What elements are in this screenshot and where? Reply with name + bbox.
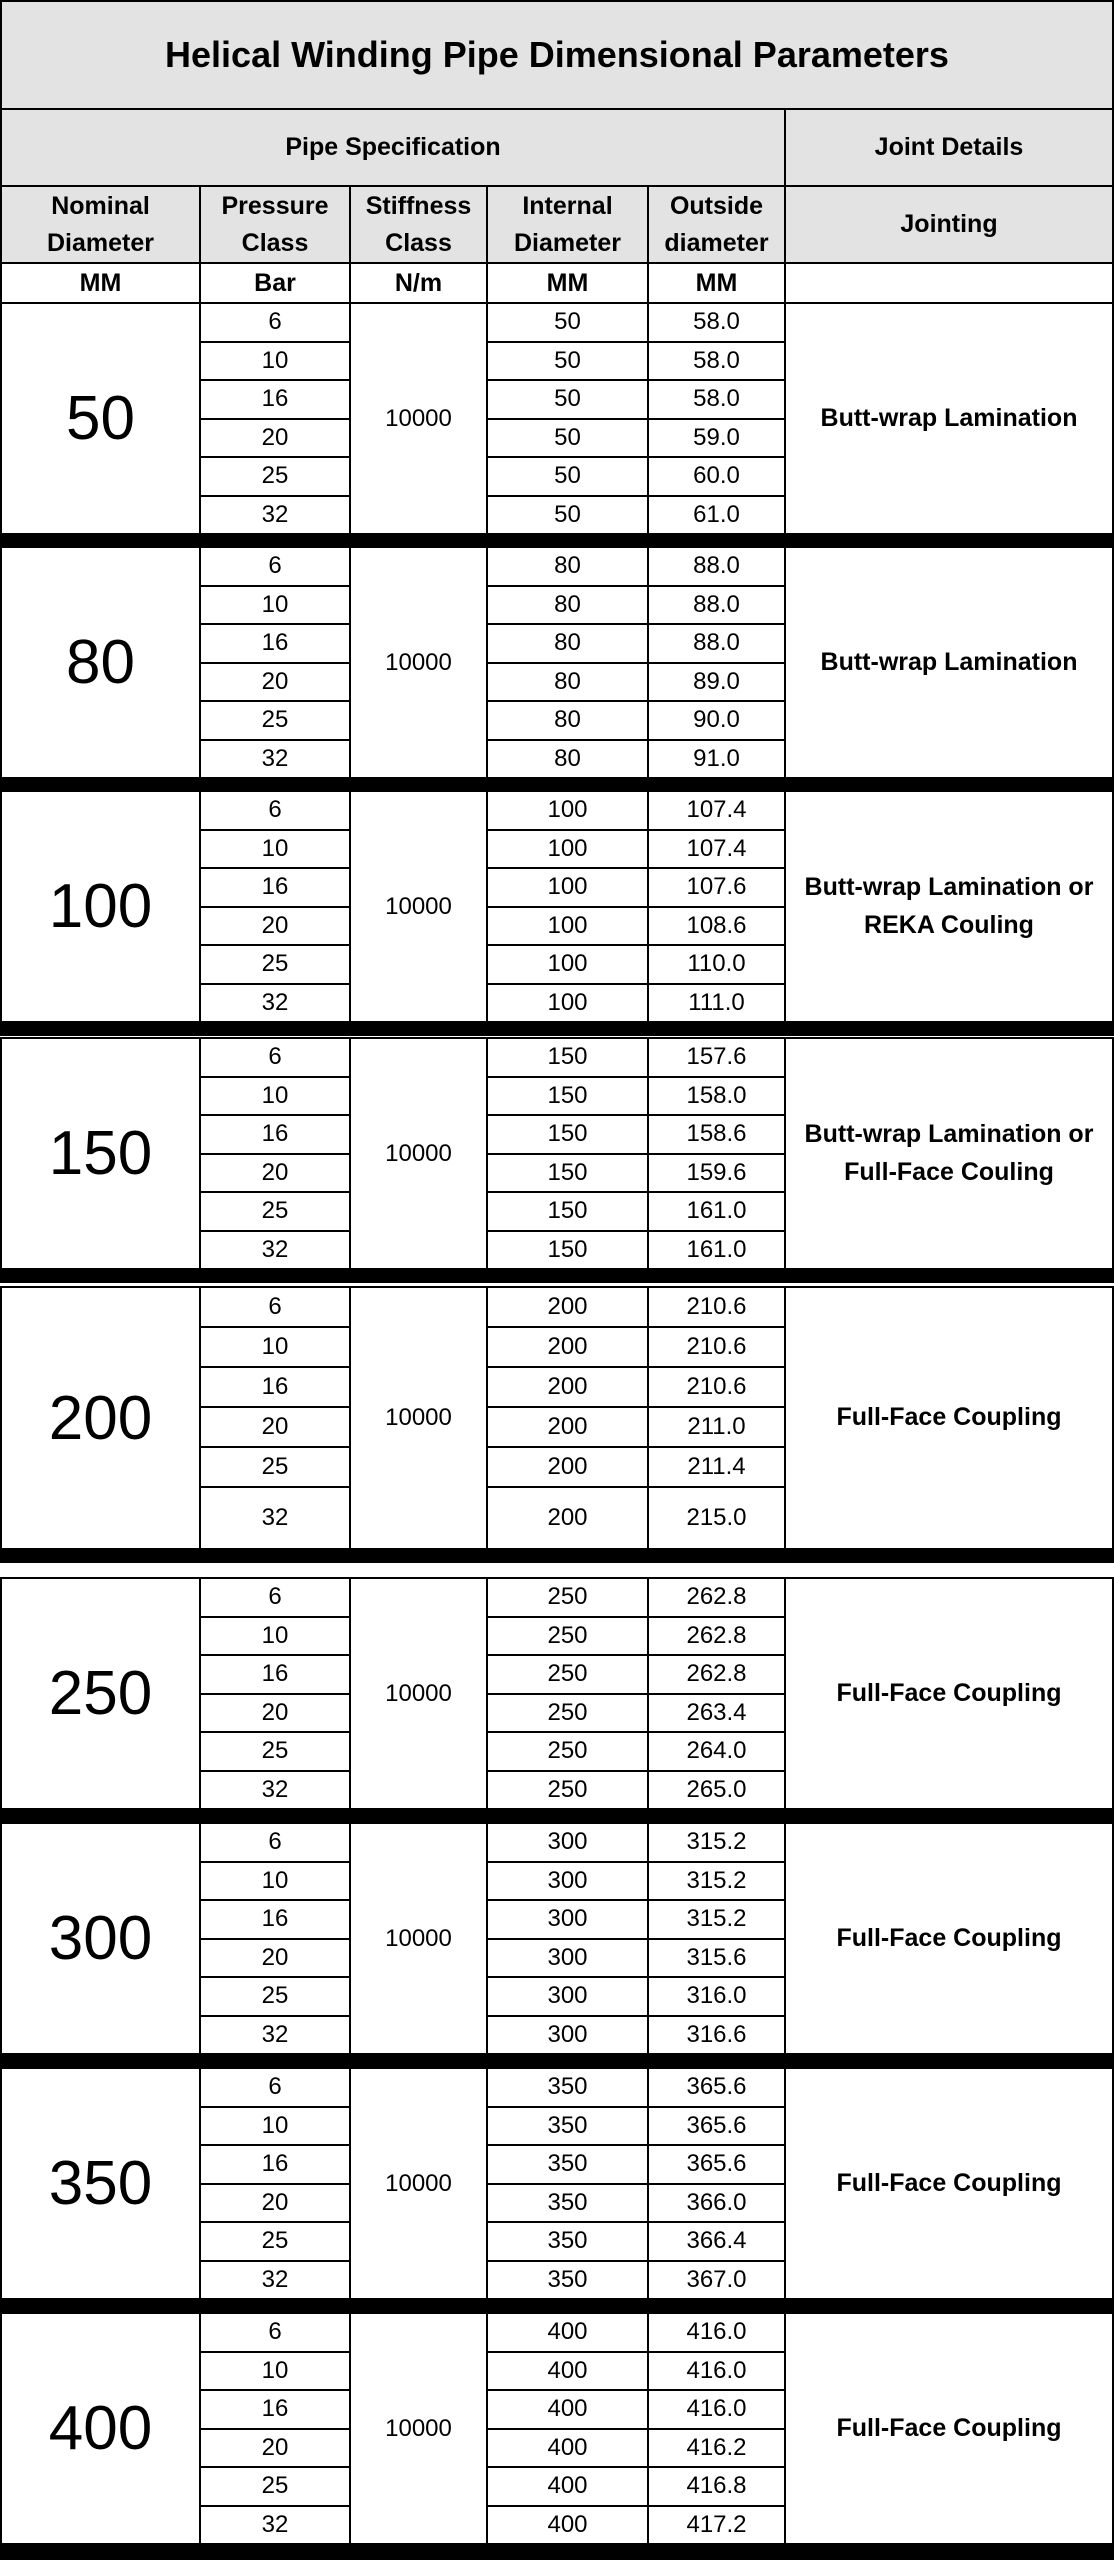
nominal-diameter-cell: 300: [0, 1822, 201, 2055]
internal-diameter-cell: 350: [486, 2106, 649, 2147]
outside-diameter-cell: 366.0: [647, 2183, 786, 2224]
internal-diameter-cell: 300: [486, 1861, 649, 1902]
column-header-stiffness-class: [349, 185, 488, 264]
internal-diameter-cell: 200: [486, 1406, 649, 1448]
nominal-diameter-cell: 50: [0, 302, 201, 535]
pressure-class-cell: 25: [199, 2466, 351, 2507]
outside-diameter-cell: 315.2: [647, 1899, 786, 1940]
internal-diameter-cell: 350: [486, 2067, 649, 2108]
internal-diameter-cell: 300: [486, 2015, 649, 2056]
internal-diameter-cell: 250: [486, 1616, 649, 1657]
outside-diameter-cell: 263.4: [647, 1693, 786, 1734]
column-header-internal-diameter: [486, 185, 649, 264]
pressure-class-cell: 25: [199, 1731, 351, 1772]
outside-diameter-cell: 215.0: [647, 1486, 786, 1550]
pressure-class-cell: 16: [199, 623, 351, 664]
nominal-diameter-cell: 80: [0, 546, 201, 779]
outside-diameter-cell: 161.0: [647, 1230, 786, 1271]
outside-diameter-cell: 416.0: [647, 2351, 786, 2392]
outside-diameter-cell: 107.4: [647, 790, 786, 831]
pressure-class-cell: 20: [199, 418, 351, 459]
internal-diameter-cell: 300: [486, 1938, 649, 1979]
pressure-class-cell: 25: [199, 456, 351, 497]
nominal-diameter-cell: 250: [0, 1577, 201, 1810]
outside-diameter-cell: 161.0: [647, 1191, 786, 1232]
internal-diameter-cell: 50: [486, 495, 649, 536]
pressure-class-cell: 16: [199, 867, 351, 908]
pressure-class-cell: 25: [199, 700, 351, 741]
pressure-class-cell: 16: [199, 2144, 351, 2185]
internal-diameter-cell: 250: [486, 1654, 649, 1695]
outside-diameter-cell: 158.6: [647, 1114, 786, 1155]
pressure-class-cell: 25: [199, 944, 351, 985]
outside-diameter-cell: 416.0: [647, 2312, 786, 2353]
internal-diameter-cell: 100: [486, 867, 649, 908]
group-separator: [0, 1548, 1114, 1563]
internal-diameter-cell: 250: [486, 1731, 649, 1772]
unit-internal-diameter: MM: [486, 262, 649, 304]
pressure-class-cell: 32: [199, 495, 351, 536]
column-header-pressure-class: [199, 185, 351, 264]
stiffness-class-cell: 10000: [349, 302, 488, 535]
group-separator: [0, 2543, 1114, 2560]
pressure-class-cell: 6: [199, 1286, 351, 1328]
outside-diameter-cell: 210.6: [647, 1366, 786, 1408]
internal-diameter-cell: 400: [486, 2389, 649, 2430]
pressure-class-cell: 32: [199, 2505, 351, 2546]
pressure-class-cell: 10: [199, 1861, 351, 1902]
pressure-class-cell: 10: [199, 2351, 351, 2392]
internal-diameter-cell: 350: [486, 2183, 649, 2224]
outside-diameter-cell: 265.0: [647, 1770, 786, 1811]
internal-diameter-cell: 100: [486, 944, 649, 985]
internal-diameter-cell: 400: [486, 2466, 649, 2507]
outside-diameter-cell: 158.0: [647, 1076, 786, 1117]
jointing-cell: [784, 790, 1114, 1023]
pressure-class-cell: 10: [199, 341, 351, 382]
stiffness-class-cell: 10000: [349, 546, 488, 779]
outside-diameter-cell: 211.4: [647, 1446, 786, 1488]
unit-stiffness-class: N/m: [349, 262, 488, 304]
pressure-class-cell: 6: [199, 302, 351, 343]
outside-diameter-cell: 111.0: [647, 983, 786, 1024]
internal-diameter-cell: 250: [486, 1693, 649, 1734]
outside-diameter-cell: 416.8: [647, 2466, 786, 2507]
pressure-class-cell: 6: [199, 546, 351, 587]
unit-jointing: [784, 262, 1114, 304]
internal-diameter-cell: 50: [486, 379, 649, 420]
internal-diameter-cell: 200: [486, 1286, 649, 1328]
column-header-line: Diameter: [514, 228, 621, 257]
internal-diameter-cell: 200: [486, 1486, 649, 1550]
group-separator: [0, 2053, 1114, 2068]
group-separator: [0, 2298, 1114, 2313]
jointing-line: Butt-wrap Lamination: [820, 403, 1078, 432]
outside-diameter-cell: 60.0: [647, 456, 786, 497]
pressure-class-cell: 20: [199, 662, 351, 703]
outside-diameter-cell: 367.0: [647, 2260, 786, 2301]
outside-diameter-cell: 110.0: [647, 944, 786, 985]
pressure-class-cell: 16: [199, 1654, 351, 1695]
stiffness-class-cell: 10000: [349, 1822, 488, 2055]
jointing-cell: [784, 1822, 1114, 2055]
pressure-class-cell: 32: [199, 1486, 351, 1550]
outside-diameter-cell: 416.0: [647, 2389, 786, 2430]
pressure-class-cell: 10: [199, 585, 351, 626]
stiffness-class-cell: 10000: [349, 1577, 488, 1810]
internal-diameter-cell: 50: [486, 418, 649, 459]
jointing-cell: [784, 2067, 1114, 2300]
pressure-class-cell: 32: [199, 1230, 351, 1271]
jointing-line: Full-Face Coupling: [836, 2413, 1062, 2442]
outside-diameter-cell: 88.0: [647, 623, 786, 664]
outside-diameter-cell: 88.0: [647, 585, 786, 626]
outside-diameter-cell: 108.6: [647, 906, 786, 947]
column-header-line: Pressure: [221, 192, 329, 221]
jointing-line: Full-Face Coupling: [836, 1678, 1062, 1707]
jointing-cell: [784, 2312, 1114, 2545]
pressure-class-cell: 25: [199, 2221, 351, 2262]
outside-diameter-cell: 262.8: [647, 1654, 786, 1695]
internal-diameter-cell: 150: [486, 1191, 649, 1232]
internal-diameter-cell: 80: [486, 739, 649, 780]
pressure-class-cell: 16: [199, 379, 351, 420]
column-header-outside-diameter: [647, 185, 786, 264]
internal-diameter-cell: 80: [486, 662, 649, 703]
stiffness-class-cell: 10000: [349, 790, 488, 1023]
outside-diameter-cell: 58.0: [647, 302, 786, 343]
internal-diameter-cell: 80: [486, 585, 649, 626]
internal-diameter-cell: 300: [486, 1976, 649, 2017]
pressure-class-cell: 6: [199, 2312, 351, 2353]
internal-diameter-cell: 400: [486, 2351, 649, 2392]
internal-diameter-cell: 250: [486, 1577, 649, 1618]
internal-diameter-cell: 250: [486, 1770, 649, 1811]
internal-diameter-cell: 80: [486, 623, 649, 664]
internal-diameter-cell: 300: [486, 1899, 649, 1940]
jointing-line: REKA Couling: [864, 910, 1034, 939]
pressure-class-cell: 10: [199, 1326, 351, 1368]
column-header-line: Class: [385, 228, 452, 257]
outside-diameter-cell: 315.6: [647, 1938, 786, 1979]
pressure-class-cell: 20: [199, 906, 351, 947]
unit-outside-diameter: MM: [647, 262, 786, 304]
outside-diameter-cell: 315.2: [647, 1861, 786, 1902]
jointing-line: Full-Face Coupling: [836, 2168, 1062, 2197]
pressure-class-cell: 6: [199, 1577, 351, 1618]
internal-diameter-cell: 50: [486, 341, 649, 382]
internal-diameter-cell: 350: [486, 2144, 649, 2185]
outside-diameter-cell: 365.6: [647, 2067, 786, 2108]
pressure-class-cell: 25: [199, 1976, 351, 2017]
outside-diameter-cell: 157.6: [647, 1037, 786, 1078]
pressure-class-cell: 10: [199, 829, 351, 870]
internal-diameter-cell: 150: [486, 1076, 649, 1117]
outside-diameter-cell: 90.0: [647, 700, 786, 741]
pressure-class-cell: 32: [199, 1770, 351, 1811]
pressure-class-cell: 16: [199, 1366, 351, 1408]
pressure-class-cell: 16: [199, 1899, 351, 1940]
pressure-class-cell: 10: [199, 1076, 351, 1117]
internal-diameter-cell: 350: [486, 2260, 649, 2301]
jointing-cell: [784, 546, 1114, 779]
internal-diameter-cell: 200: [486, 1446, 649, 1488]
internal-diameter-cell: 300: [486, 1822, 649, 1863]
stiffness-class-cell: 10000: [349, 1037, 488, 1270]
outside-diameter-cell: 159.6: [647, 1153, 786, 1194]
pressure-class-cell: 16: [199, 2389, 351, 2430]
outside-diameter-cell: 365.6: [647, 2106, 786, 2147]
jointing-cell: [784, 302, 1114, 535]
jointing-line: Full-Face Coupling: [836, 1403, 1062, 1432]
pressure-class-cell: 10: [199, 1616, 351, 1657]
stiffness-class-cell: 10000: [349, 2312, 488, 2545]
nominal-diameter-cell: 150: [0, 1037, 201, 1270]
internal-diameter-cell: 150: [486, 1153, 649, 1194]
pressure-class-cell: 6: [199, 790, 351, 831]
unit-pressure-class: Bar: [199, 262, 351, 304]
group-header-pipe-specification: Pipe Specification: [0, 108, 786, 187]
outside-diameter-cell: 316.6: [647, 2015, 786, 2056]
nominal-diameter-cell: 400: [0, 2312, 201, 2545]
outside-diameter-cell: 89.0: [647, 662, 786, 703]
pressure-class-cell: 6: [199, 1822, 351, 1863]
internal-diameter-cell: 150: [486, 1114, 649, 1155]
pressure-class-cell: 25: [199, 1446, 351, 1488]
outside-diameter-cell: 91.0: [647, 739, 786, 780]
internal-diameter-cell: 100: [486, 983, 649, 1024]
pressure-class-cell: 32: [199, 2015, 351, 2056]
column-header-line: diameter: [664, 228, 769, 257]
internal-diameter-cell: 80: [486, 546, 649, 587]
pressure-class-cell: 20: [199, 1153, 351, 1194]
column-header-line: Class: [241, 228, 309, 257]
internal-diameter-cell: 400: [486, 2312, 649, 2353]
internal-diameter-cell: 50: [486, 456, 649, 497]
nominal-diameter-cell: 100: [0, 790, 201, 1023]
outside-diameter-cell: 315.2: [647, 1822, 786, 1863]
internal-diameter-cell: 400: [486, 2505, 649, 2546]
outside-diameter-cell: 365.6: [647, 2144, 786, 2185]
column-header-line: Internal: [522, 192, 613, 221]
jointing-line: Full-Face Couling: [844, 1157, 1054, 1186]
nominal-diameter-cell: 200: [0, 1286, 201, 1550]
pressure-class-cell: 6: [199, 2067, 351, 2108]
jointing-cell: [784, 1577, 1114, 1810]
outside-diameter-cell: 262.8: [647, 1577, 786, 1618]
column-header-line: Stiffness: [365, 192, 472, 221]
pressure-class-cell: 20: [199, 1406, 351, 1448]
outside-diameter-cell: 210.6: [647, 1286, 786, 1328]
outside-diameter-cell: 416.2: [647, 2428, 786, 2469]
internal-diameter-cell: 200: [486, 1366, 649, 1408]
column-header-line: Diameter: [47, 228, 154, 257]
jointing-cell: [784, 1037, 1114, 1270]
outside-diameter-cell: 316.0: [647, 1976, 786, 2017]
internal-diameter-cell: 50: [486, 302, 649, 343]
internal-diameter-cell: 100: [486, 829, 649, 870]
pressure-class-cell: 32: [199, 739, 351, 780]
internal-diameter-cell: 80: [486, 700, 649, 741]
pressure-class-cell: 16: [199, 1114, 351, 1155]
outside-diameter-cell: 61.0: [647, 495, 786, 536]
outside-diameter-cell: 262.8: [647, 1616, 786, 1657]
internal-diameter-cell: 150: [486, 1230, 649, 1271]
internal-diameter-cell: 100: [486, 906, 649, 947]
nominal-diameter-cell: 350: [0, 2067, 201, 2300]
column-header-line: Outside: [669, 192, 764, 221]
jointing-line: Butt-wrap Lamination or: [804, 1120, 1094, 1148]
group-separator: [0, 1021, 1114, 1036]
pressure-class-cell: 25: [199, 1191, 351, 1232]
outside-diameter-cell: 264.0: [647, 1731, 786, 1772]
unit-nominal-diameter: MM: [0, 262, 201, 304]
pressure-class-cell: 6: [199, 1037, 351, 1078]
jointing-line: Full-Face Coupling: [836, 1923, 1062, 1952]
stiffness-class-cell: 10000: [349, 2067, 488, 2300]
internal-diameter-cell: 100: [486, 790, 649, 831]
pressure-class-cell: 20: [199, 1938, 351, 1979]
jointing-line: Butt-wrap Lamination or: [804, 873, 1094, 901]
internal-diameter-cell: 400: [486, 2428, 649, 2469]
pressure-class-cell: 20: [199, 2428, 351, 2469]
internal-diameter-cell: 150: [486, 1037, 649, 1078]
outside-diameter-cell: 107.4: [647, 829, 786, 870]
pressure-class-cell: 10: [199, 2106, 351, 2147]
internal-diameter-cell: 200: [486, 1326, 649, 1368]
group-separator: [0, 1268, 1114, 1283]
outside-diameter-cell: 59.0: [647, 418, 786, 459]
outside-diameter-cell: 58.0: [647, 379, 786, 420]
outside-diameter-cell: 107.6: [647, 867, 786, 908]
outside-diameter-cell: 211.0: [647, 1406, 786, 1448]
outside-diameter-cell: 366.4: [647, 2221, 786, 2262]
internal-diameter-cell: 350: [486, 2221, 649, 2262]
column-header-jointing: Jointing: [784, 185, 1114, 264]
outside-diameter-cell: 88.0: [647, 546, 786, 587]
stiffness-class-cell: 10000: [349, 1286, 488, 1550]
outside-diameter-cell: 210.6: [647, 1326, 786, 1368]
table-title: Helical Winding Pipe Dimensional Parameters: [0, 0, 1114, 110]
group-header-joint-details: Joint Details: [784, 108, 1114, 187]
pressure-class-cell: 32: [199, 2260, 351, 2301]
pressure-class-cell: 32: [199, 983, 351, 1024]
pressure-class-cell: 20: [199, 1693, 351, 1734]
column-header-nominal-diameter: [0, 185, 201, 264]
jointing-line: Butt-wrap Lamination: [820, 647, 1078, 676]
jointing-cell: [784, 1286, 1114, 1550]
outside-diameter-cell: 417.2: [647, 2505, 786, 2546]
group-separator: [0, 1808, 1114, 1823]
column-header-line: Nominal: [51, 192, 150, 221]
outside-diameter-cell: 58.0: [647, 341, 786, 382]
pressure-class-cell: 20: [199, 2183, 351, 2224]
